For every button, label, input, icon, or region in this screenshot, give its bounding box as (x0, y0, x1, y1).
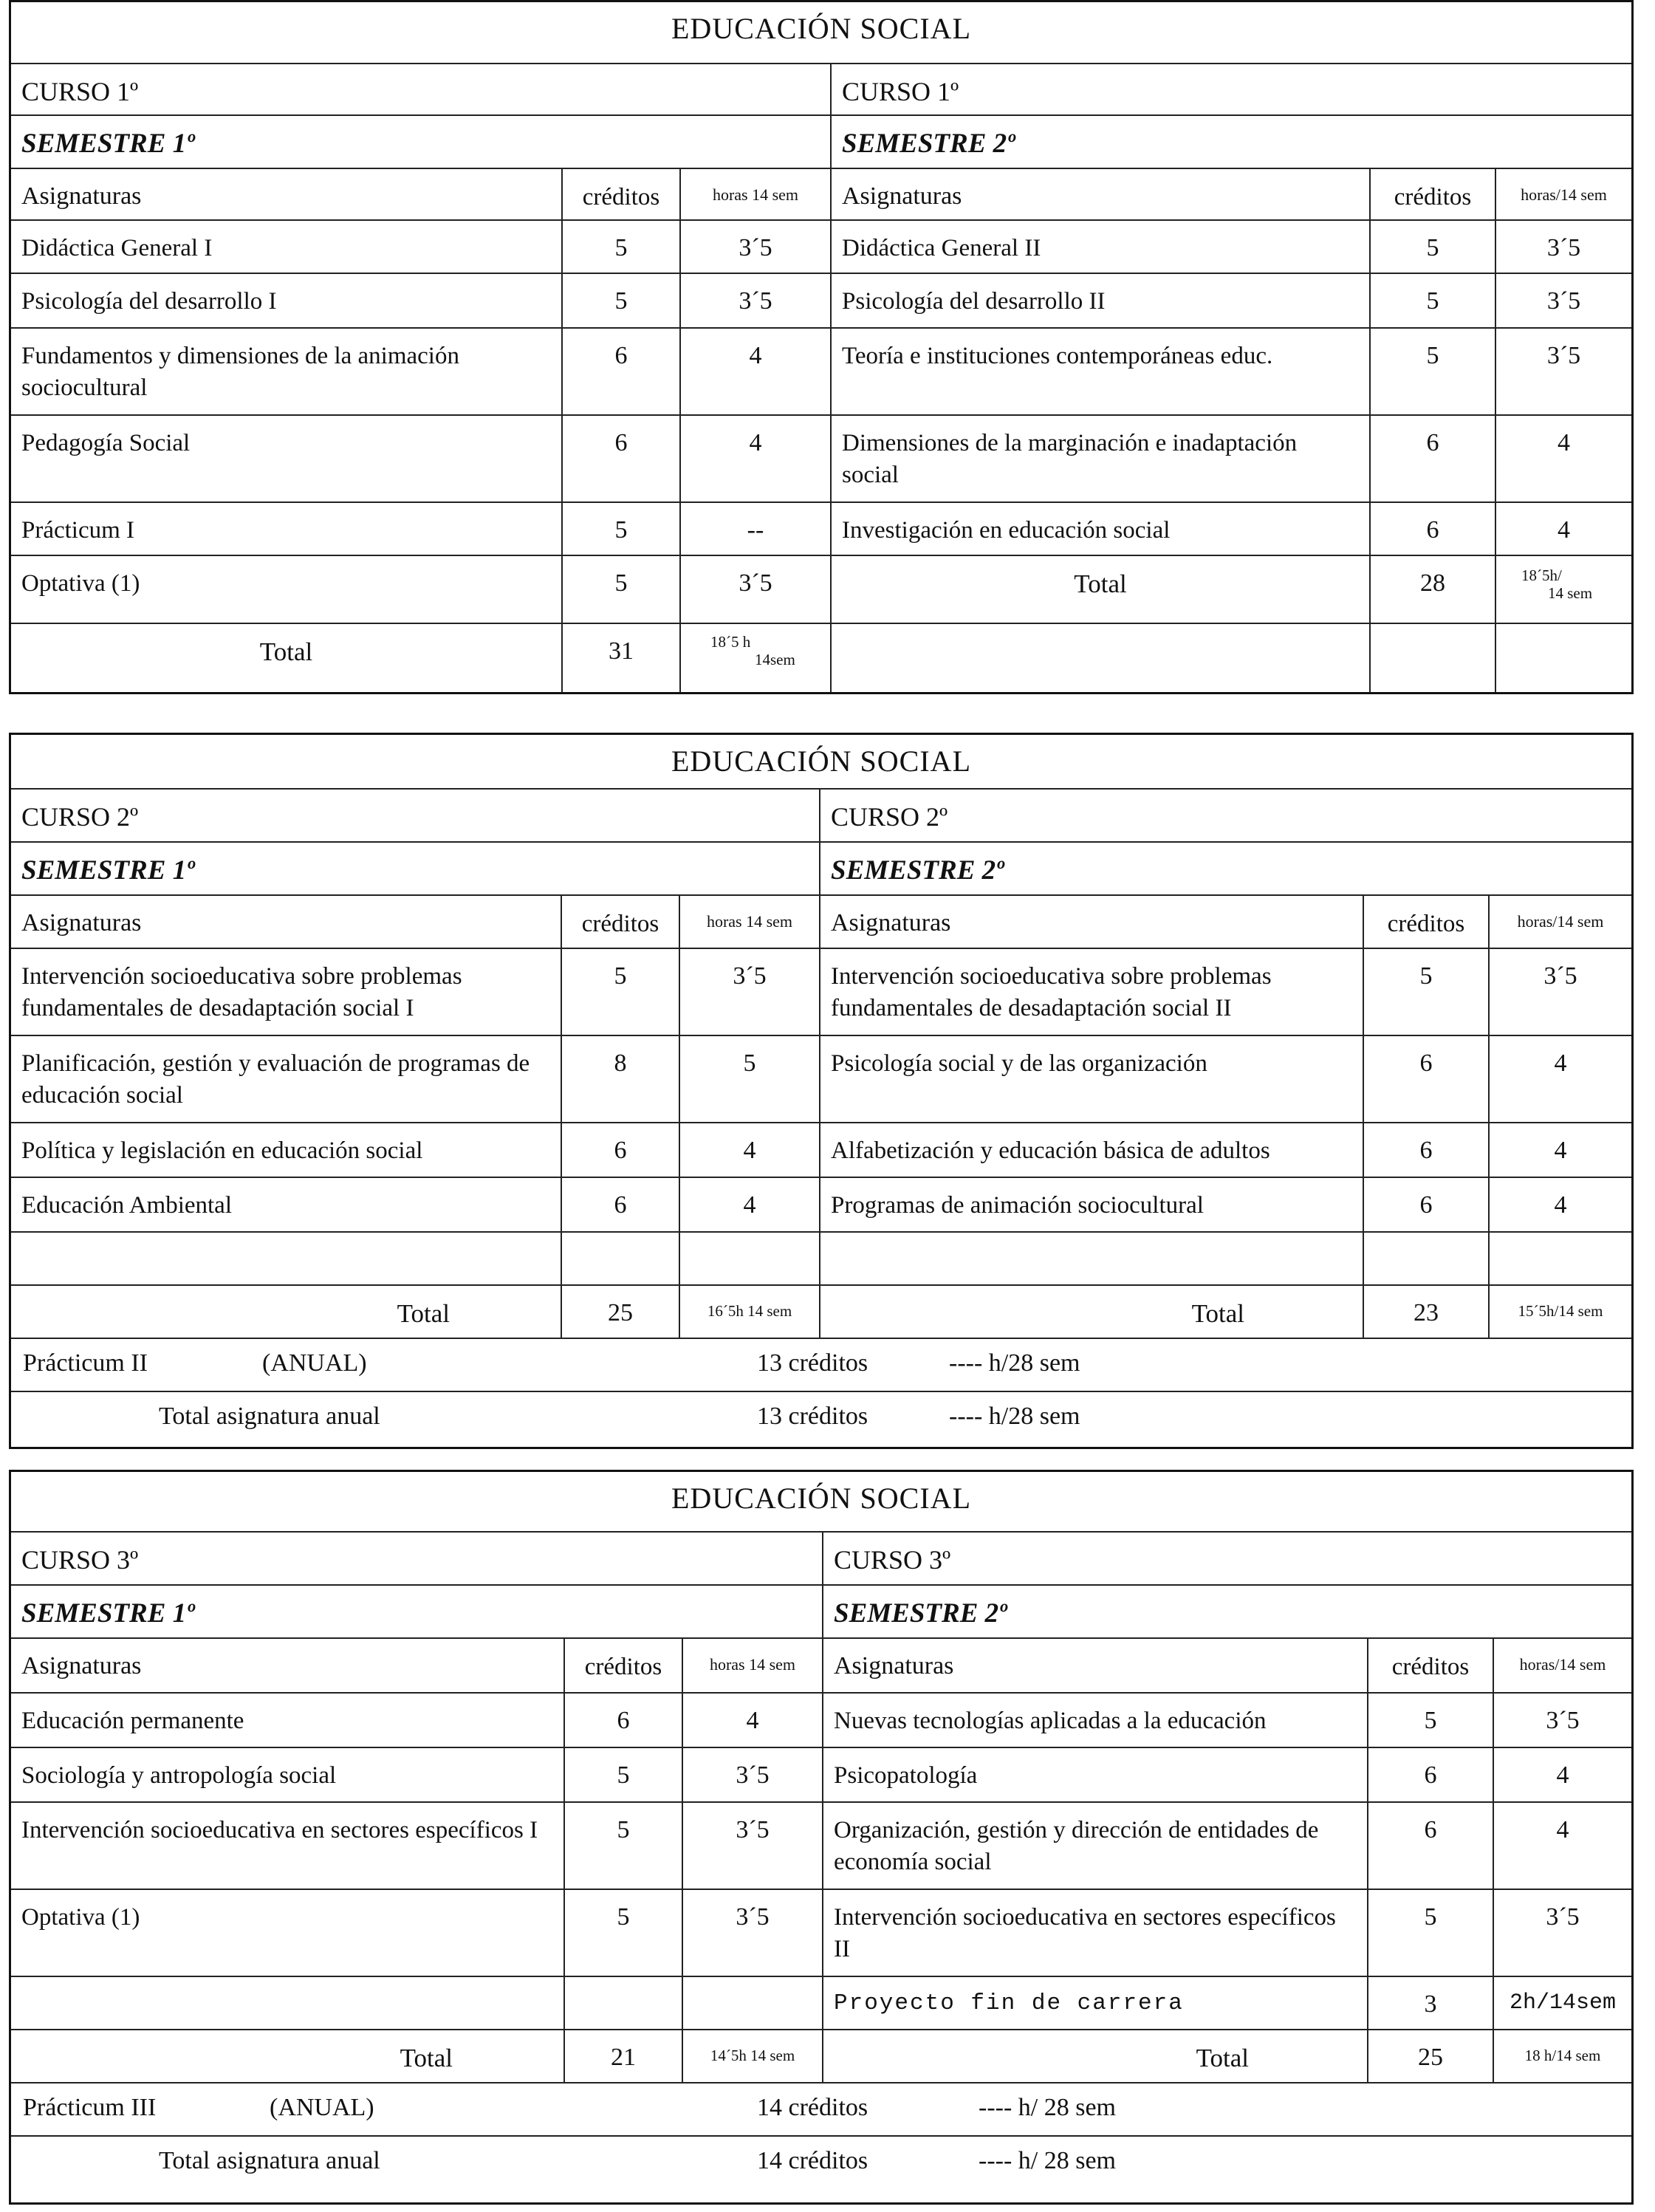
practicum-credits: 13 créditos (757, 1349, 868, 1377)
table-row (11, 1801, 1631, 1890)
subject-credits: 6 (1369, 503, 1495, 556)
semestre-right: SEMESTRE 2º (830, 116, 1631, 169)
subject-name: Didáctica General II (830, 221, 1369, 274)
block-title-row (11, 735, 1631, 788)
subject-credits: 6 (561, 329, 679, 416)
practicum-row (11, 1338, 1631, 1392)
header-creditos-right: créditos (1363, 896, 1488, 949)
total-label-left: Total (259, 637, 313, 666)
subject-credits: 5 (561, 221, 679, 274)
header-horas-right: horas/14 sem (1488, 896, 1631, 949)
subject-hours: 4 (1493, 1803, 1631, 1890)
subject-name: Organización, gestión y dirección de entidades de economía social (822, 1803, 1367, 1890)
total-hours-left: 16´5h 14 sem (679, 1286, 819, 1339)
subject-name: Programas de animación sociocultural (819, 1178, 1363, 1233)
curso-left: CURSO 3º (21, 1545, 139, 1575)
subject-hours: 3´5 (679, 274, 830, 329)
practicum-row (11, 2082, 1631, 2137)
total-row (11, 623, 1631, 692)
table-row (11, 1976, 1631, 2030)
header-creditos-left: créditos (561, 896, 679, 949)
subject-hours: 3´5 (682, 1803, 822, 1890)
subject-name: Teoría e instituciones contemporáneas educ. (830, 329, 1369, 416)
anual-hours: ---- h/28 sem (949, 1403, 1080, 1430)
subject-credits: 6 (1369, 416, 1495, 503)
total-hours-left: 14´5h 14 sem (682, 2030, 822, 2083)
subject-hours: 5 (679, 1036, 819, 1123)
curso-left: CURSO 1º (21, 77, 139, 106)
table-row (11, 273, 1631, 329)
table-row (11, 948, 1631, 1036)
header-row (11, 894, 1631, 949)
subject-hours: 4 (1488, 1178, 1631, 1233)
table-row (11, 327, 1631, 416)
total-label-right: Total (822, 2030, 1367, 2083)
semestre-right: SEMESTRE 2º (822, 1586, 1631, 1639)
anual-label: Total asignatura anual (159, 1403, 380, 1430)
header-asignaturas-right: Asignaturas (830, 169, 1369, 221)
total-row (11, 2029, 1631, 2083)
subject-name: Alfabetización y educación básica de adultos (819, 1123, 1363, 1178)
subject-credits: 5 (561, 274, 679, 329)
curso-right: CURSO 2º (819, 790, 1631, 843)
subject-hours: 2h/14sem (1493, 1977, 1631, 2030)
subject-name: Intervención socioeducativa en sectores específicos I (21, 1817, 538, 1843)
anual-hours: ---- h/ 28 sem (979, 2147, 1117, 2174)
total-hours-right-line1: 18´5h/ (1521, 566, 1562, 584)
subject-name: Intervención socioeducativa en sectores específicos II (822, 1890, 1367, 1977)
subject-hours: 3´5 (1495, 329, 1631, 416)
total-credits-left: 25 (561, 1286, 679, 1339)
table-row (11, 219, 1631, 274)
subject-name: Planificación, gestión y evaluación de programas de educación social (21, 1050, 530, 1109)
subject-hours: 3´5 (1495, 274, 1631, 329)
total-hours-right: 18 h/14 sem (1493, 2030, 1631, 2083)
semestre-row (11, 841, 1631, 896)
subject-hours: 4 (679, 329, 830, 416)
header-creditos-left: créditos (563, 1639, 682, 1694)
header-asignaturas-left: Asignaturas (21, 909, 142, 936)
subject-hours: 3´5 (679, 949, 819, 1036)
subject-name: Psicología social y de las organización (819, 1036, 1363, 1123)
subject-hours: 3´5 (1495, 221, 1631, 274)
subject-credits: 5 (1363, 949, 1488, 1036)
curso-row (11, 1531, 1631, 1586)
practicum-credits: 14 créditos (757, 2094, 868, 2121)
total-label-left: Total (397, 1299, 450, 1328)
practicum-label: Prácticum III (23, 2094, 157, 2121)
empty-cell (682, 1977, 822, 2030)
anual-credits: 14 créditos (757, 2147, 868, 2174)
total-hours-right (1495, 556, 1631, 624)
subject-name: Optativa (1) (21, 570, 140, 597)
subject-credits: 6 (561, 416, 679, 503)
subject-hours: 4 (682, 1694, 822, 1748)
practicum-hours: ---- h/28 sem (949, 1349, 1080, 1377)
subject-hours: 4 (1488, 1123, 1631, 1178)
curso-right: CURSO 1º (830, 64, 1631, 116)
table-row (11, 1177, 1631, 1233)
empty-row (11, 1231, 1631, 1286)
subject-credits: 6 (561, 1178, 679, 1233)
subject-name: Proyecto fin de carrera (822, 1977, 1367, 2030)
practicum-hours: ---- h/ 28 sem (979, 2094, 1117, 2121)
block-title: EDUCACIÓN SOCIAL (671, 744, 971, 778)
subject-credits: 5 (561, 949, 679, 1036)
total-hours-left-line2: 14sem (755, 651, 795, 668)
empty-cell (561, 1233, 679, 1286)
header-creditos-left: créditos (561, 169, 679, 221)
curso-left: CURSO 2º (21, 802, 139, 832)
empty-cell (11, 1233, 561, 1286)
subject-credits: 5 (1369, 274, 1495, 329)
subject-hours: -- (679, 503, 830, 556)
block-title: EDUCACIÓN SOCIAL (671, 12, 971, 45)
header-creditos-right: créditos (1369, 169, 1495, 221)
header-horas-right: horas/14 sem (1495, 169, 1631, 221)
subject-hours: 4 (1495, 416, 1631, 503)
subject-credits: 3 (1367, 1977, 1493, 2030)
subject-hours: 3´5 (1493, 1694, 1631, 1748)
total-hours-right-line2: 14 sem (1548, 584, 1593, 602)
empty-cell (1369, 624, 1495, 692)
anual-row (11, 2135, 1631, 2202)
semestre-row (11, 1584, 1631, 1639)
total-hours-left-line1: 18´5 h (710, 633, 751, 651)
table-row (11, 1122, 1631, 1178)
curso-row (11, 788, 1631, 843)
subject-hours: 3´5 (679, 221, 830, 274)
semestre-row (11, 114, 1631, 169)
anual-label: Total asignatura anual (159, 2147, 380, 2174)
semestre-right: SEMESTRE 2º (819, 843, 1631, 896)
subject-name: Fundamentos y dimensiones de la animación sociocultural (21, 343, 459, 401)
subject-credits: 5 (563, 1748, 682, 1803)
empty-cell (679, 1233, 819, 1286)
anual-row (11, 1391, 1631, 1447)
subject-credits: 5 (561, 503, 679, 556)
subject-credits: 6 (1363, 1123, 1488, 1178)
curso-right: CURSO 3º (822, 1533, 1631, 1586)
total-credits-left: 21 (563, 2030, 682, 2083)
table-row (11, 414, 1631, 503)
table-row (11, 501, 1631, 556)
anual-credits: 13 créditos (757, 1403, 868, 1430)
block-title-row (11, 1472, 1631, 1531)
subject-credits: 6 (561, 1123, 679, 1178)
curso-row (11, 63, 1631, 116)
subject-credits: 6 (1363, 1036, 1488, 1123)
header-creditos-right: créditos (1367, 1639, 1493, 1694)
subject-name: Política y legislación en educación social (21, 1137, 423, 1164)
total-label-right: Total (830, 556, 1369, 624)
subject-hours: 4 (679, 1123, 819, 1178)
block-curso-1 (9, 0, 1634, 694)
semestre-left: SEMESTRE 1º (21, 855, 195, 886)
table-row (11, 1889, 1631, 1977)
subject-hours: 3´5 (682, 1748, 822, 1803)
empty-cell (563, 1977, 682, 2030)
subject-hours: 3´5 (679, 556, 830, 624)
block-title-row (11, 2, 1631, 63)
subject-credits: 5 (1367, 1890, 1493, 1977)
empty-cell (1363, 1233, 1488, 1286)
practicum-type: (ANUAL) (262, 1349, 367, 1377)
subject-credits: 6 (563, 1694, 682, 1748)
practicum-label: Prácticum II (23, 1349, 148, 1377)
header-asignaturas-left: Asignaturas (21, 182, 142, 210)
subject-credits: 5 (1369, 221, 1495, 274)
subject-hours: 4 (679, 416, 830, 503)
total-credits-right: 23 (1363, 1286, 1488, 1339)
subject-name: Intervención socioeducativa sobre problemas fundamentales de desadaptación social I (21, 963, 462, 1021)
subject-name: Psicopatología (822, 1748, 1367, 1803)
subject-name: Psicología del desarrollo II (830, 274, 1369, 329)
empty-cell (1495, 624, 1631, 692)
subject-hours: 4 (1488, 1036, 1631, 1123)
subject-credits: 6 (1367, 1803, 1493, 1890)
table-row (11, 1747, 1631, 1803)
empty-cell (11, 1977, 563, 2030)
subject-credits: 5 (1367, 1694, 1493, 1748)
header-horas-left: horas 14 sem (679, 896, 819, 949)
subject-hours: 4 (1495, 503, 1631, 556)
empty-cell (830, 624, 1369, 692)
semestre-left: SEMESTRE 1º (21, 129, 195, 159)
total-hours-right: 15´5h/14 sem (1488, 1286, 1631, 1339)
header-asignaturas-left: Asignaturas (21, 1652, 142, 1679)
subject-credits: 6 (1367, 1748, 1493, 1803)
subject-credits: 8 (561, 1036, 679, 1123)
subject-hours: 3´5 (682, 1890, 822, 1977)
header-row (11, 168, 1631, 221)
subject-credits: 5 (561, 556, 679, 624)
subject-credits: 5 (563, 1890, 682, 1977)
subject-name: Investigación en educación social (830, 503, 1369, 556)
header-row (11, 1637, 1631, 1694)
subject-hours: 3´5 (1493, 1890, 1631, 1977)
subject-name: Nuevas tecnologías aplicadas a la educación (822, 1694, 1367, 1748)
subject-credits: 6 (1363, 1178, 1488, 1233)
subject-name: Educación permanente (21, 1708, 244, 1734)
total-row (11, 1284, 1631, 1339)
header-horas-right: horas/14 sem (1493, 1639, 1631, 1694)
header-horas-left: horas 14 sem (682, 1639, 822, 1694)
subject-name: Pedagogía Social (21, 430, 191, 456)
subject-name: Didáctica General I (21, 235, 213, 261)
total-hours-left (679, 624, 830, 692)
block-title: EDUCACIÓN SOCIAL (671, 1482, 971, 1515)
subject-name: Sociología y antropología social (21, 1762, 337, 1789)
practicum-type: (ANUAL) (270, 2094, 374, 2121)
empty-cell (1488, 1233, 1631, 1286)
total-credits-right: 25 (1367, 2030, 1493, 2083)
subject-hours: 3´5 (1488, 949, 1631, 1036)
table-row (11, 555, 1631, 624)
table-row (11, 1035, 1631, 1123)
total-label-right: Total (819, 1286, 1363, 1339)
total-credits-right: 28 (1369, 556, 1495, 624)
subject-hours: 4 (1493, 1748, 1631, 1803)
block-curso-2 (9, 733, 1634, 1449)
block-curso-3 (9, 1470, 1634, 2205)
subject-name: Psicología del desarrollo I (21, 288, 277, 315)
subject-name: Educación Ambiental (21, 1192, 232, 1219)
subject-name: Dimensiones de la marginación e inadaptación social (830, 416, 1369, 503)
subject-name: Optativa (1) (21, 1904, 140, 1931)
header-asignaturas-right: Asignaturas (822, 1639, 1367, 1694)
subject-credits: 5 (563, 1803, 682, 1890)
subject-credits: 5 (1369, 329, 1495, 416)
header-horas-left: horas 14 sem (679, 169, 830, 221)
total-label-left: Total (400, 2044, 453, 2072)
subject-name: Prácticum I (21, 517, 135, 544)
semestre-left: SEMESTRE 1º (21, 1598, 195, 1629)
empty-cell (819, 1233, 1363, 1286)
subject-name: Intervención socioeducativa sobre problemas fundamentales de desadaptación social II (819, 949, 1363, 1036)
total-credits-left: 31 (561, 624, 679, 692)
header-asignaturas-right: Asignaturas (819, 896, 1363, 949)
subject-hours: 4 (679, 1178, 819, 1233)
table-row (11, 1692, 1631, 1748)
